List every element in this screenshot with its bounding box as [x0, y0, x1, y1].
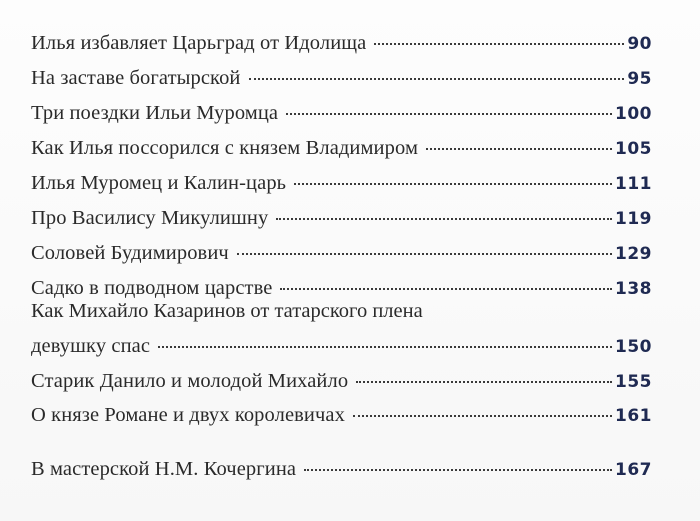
toc-entry-title: Про Василису Микулишну — [31, 207, 269, 229]
toc-entry-two-line — [31, 300, 652, 358]
toc-dot-leader — [249, 78, 625, 80]
toc-dot-leader — [158, 346, 612, 348]
toc-entry-title: Три поездки Ильи Муромца — [31, 102, 279, 124]
toc-entry-title: Как Илья поссорился с князем Владимиром — [31, 137, 419, 159]
toc-entry-title: Садко в подводном царстве — [31, 277, 273, 299]
toc-entry-title: На заставе богатырской — [31, 67, 241, 89]
toc-dot-leader — [294, 183, 612, 185]
toc-entry — [31, 365, 652, 393]
toc-page-number: 161 — [615, 406, 652, 426]
toc-page-number: 155 — [615, 372, 652, 392]
toc-entry — [31, 97, 652, 125]
toc-entry-title: Соловей Будимирович — [31, 242, 229, 264]
toc-entry — [31, 62, 652, 90]
toc-dot-leader — [304, 469, 612, 471]
toc-dot-leader — [286, 113, 612, 115]
toc-page-number: 100 — [615, 104, 652, 124]
toc-entry — [31, 202, 652, 230]
toc-entry — [31, 399, 652, 427]
toc-entry — [31, 453, 652, 481]
toc-entry-title: В мастерской Н.М. Кочергина — [31, 458, 297, 480]
toc-entry — [31, 272, 652, 300]
toc-dot-leader — [237, 253, 612, 255]
toc-page-number: 138 — [615, 279, 652, 299]
toc-page-number: 119 — [615, 209, 652, 229]
toc-page-number: 95 — [627, 69, 652, 89]
toc-page-number: 129 — [615, 244, 652, 264]
toc-dot-leader — [280, 288, 612, 290]
toc-dot-leader — [426, 148, 612, 150]
toc-page-number: 167 — [615, 460, 652, 480]
toc-dot-leader — [374, 43, 624, 45]
toc-dot-leader — [353, 415, 612, 417]
toc-page-number: 90 — [627, 34, 652, 54]
toc-entry — [31, 27, 652, 55]
toc-entry-title-line1: Как Михайло Казаринов от татарского плена — [31, 300, 423, 322]
toc-entry — [31, 167, 652, 195]
toc-entry — [31, 237, 652, 265]
toc-entry-title: О князе Романе и двух королевичах — [31, 404, 345, 426]
toc-page-number: 105 — [615, 139, 652, 159]
toc-dot-leader — [276, 218, 612, 220]
toc-entry — [31, 132, 652, 160]
toc-dot-leader — [356, 381, 612, 383]
toc-entry-title: Илья Муромец и Калин-царь — [31, 172, 287, 194]
toc-page-number: 111 — [615, 174, 652, 194]
toc-entry-title: девушку спас — [31, 335, 151, 357]
toc-entry-title: Старик Данило и молодой Михайло — [31, 370, 349, 392]
toc-page-number: 150 — [615, 337, 652, 357]
toc-entry-title: Илья избавляет Царьград от Идолища — [31, 32, 367, 54]
